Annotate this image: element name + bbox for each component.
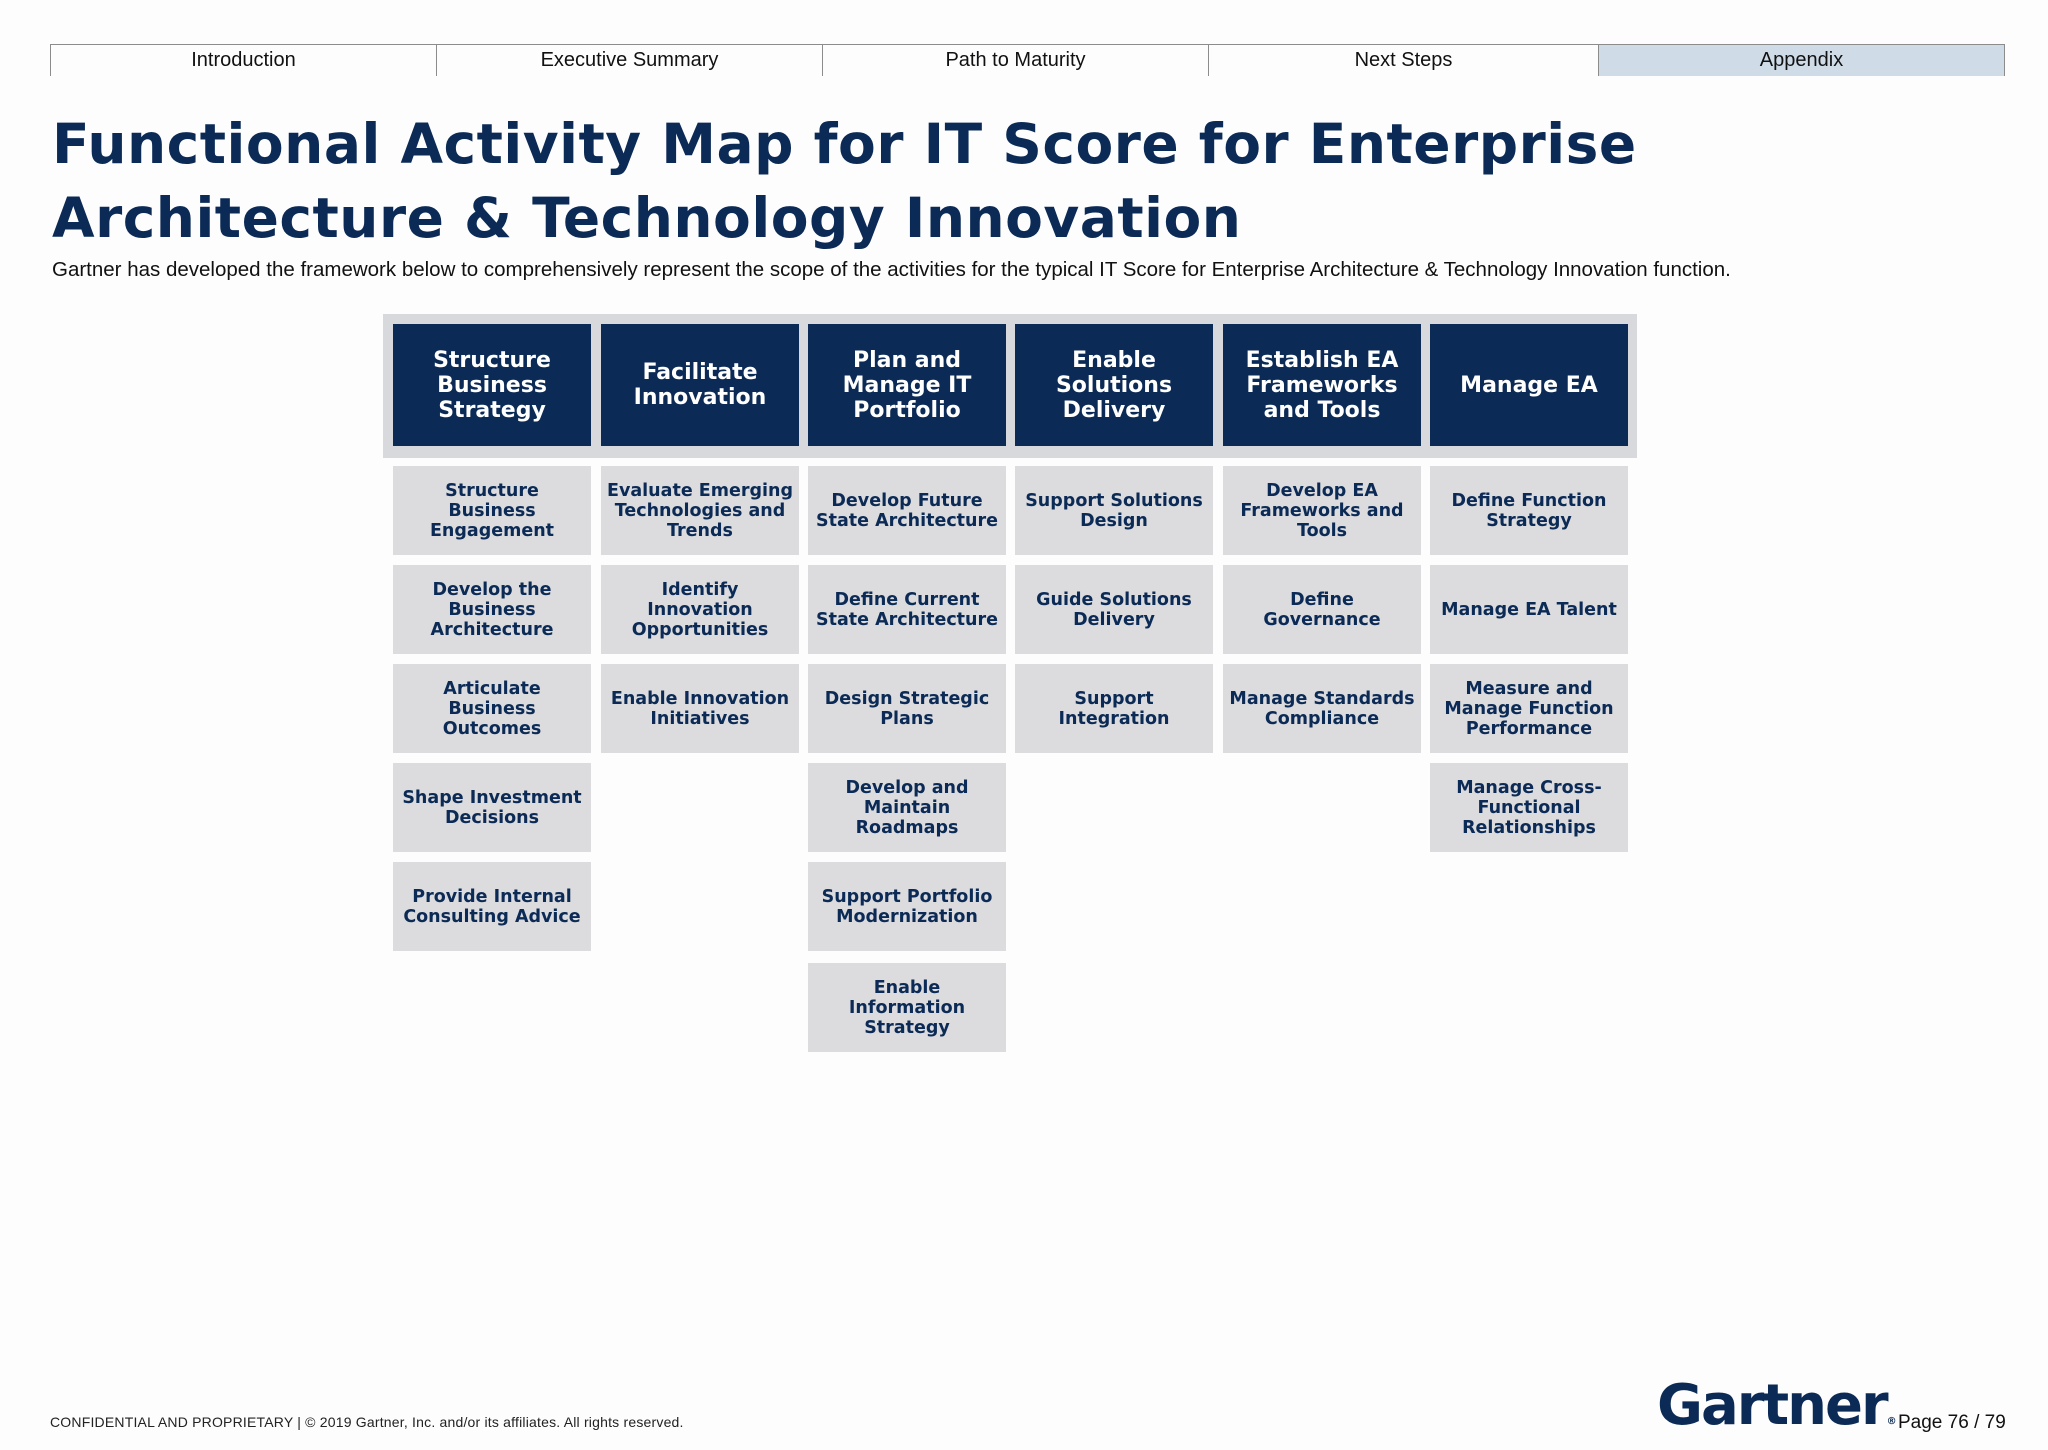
registered-mark-icon: ® (1886, 1416, 1897, 1427)
column-header-manage-ea: Manage EA (1430, 324, 1628, 446)
activity-cell: Design Strategic Plans (808, 664, 1006, 753)
column-header-establish-ea-frameworks: Establish EA Frameworks and Tools (1223, 324, 1421, 446)
activity-cell: Manage EA Talent (1430, 565, 1628, 654)
activity-cell: Develop the Business Architecture (393, 565, 591, 654)
activity-cell: Measure and Manage Function Performance (1430, 664, 1628, 753)
gartner-logo (1657, 1373, 1897, 1450)
page-subtitle: Gartner has developed the framework below to comprehensively represent the scope of the activities for the typical IT Score for Enterprise Architecture & Technology Innovation function. (52, 258, 1731, 281)
activity-cell: Articulate Business Outcomes (393, 664, 591, 753)
logo-wordmark: Gartner (1657, 1373, 1887, 1438)
activity-cell: Support Solutions Design (1015, 466, 1213, 555)
activity-cell: Shape Investment Decisions (393, 763, 591, 852)
tab-executive-summary[interactable]: Executive Summary (436, 45, 822, 76)
activity-cell: Develop and Maintain Roadmaps (808, 763, 1006, 852)
activity-cell: Support Integration (1015, 664, 1213, 753)
activity-cell: Identify Innovation Opportunities (601, 565, 799, 654)
column-header-plan-manage-it-portfolio: Plan and Manage IT Portfolio (808, 324, 1006, 446)
activity-cell: Develop EA Frameworks and Tools (1223, 466, 1421, 555)
activity-cell: Enable Information Strategy (808, 963, 1006, 1052)
activity-cell: Evaluate Emerging Technologies and Trends (601, 466, 799, 555)
activity-cell: Define Function Strategy (1430, 466, 1628, 555)
page-number: Page 76 / 79 (1898, 1412, 2006, 1433)
confidentiality-notice: CONFIDENTIAL AND PROPRIETARY | © 2019 Gartner, Inc. and/or its affiliates. All rights reserved. (50, 1414, 684, 1430)
activity-cell: Structure Business Engagement (393, 466, 591, 555)
activity-cell: Define Governance (1223, 565, 1421, 654)
activity-cell: Manage Standards Compliance (1223, 664, 1421, 753)
column-header-structure-business-strategy: Structure Business Strategy (393, 324, 591, 446)
activity-cell: Develop Future State Architecture (808, 466, 1006, 555)
top-navigation (50, 44, 2005, 76)
activity-cell: Manage Cross-Functional Relationships (1430, 763, 1628, 852)
activity-cell: Provide Internal Consulting Advice (393, 862, 591, 951)
activity-cell: Define Current State Architecture (808, 565, 1006, 654)
column-header-facilitate-innovation: Facilitate Innovation (601, 324, 799, 446)
column-header-enable-solutions-delivery: Enable Solutions Delivery (1015, 324, 1213, 446)
activity-cell: Enable Innovation Initiatives (601, 664, 799, 753)
activity-cell: Guide Solutions Delivery (1015, 565, 1213, 654)
tab-introduction[interactable]: Introduction (50, 45, 436, 76)
tab-path-to-maturity[interactable]: Path to Maturity (822, 45, 1208, 76)
tab-appendix[interactable]: Appendix (1598, 45, 2005, 76)
page-title: Functional Activity Map for IT Score for Enterprise Architecture & Technology Innovation (52, 112, 1637, 250)
tab-next-steps[interactable]: Next Steps (1208, 45, 1598, 76)
activity-cell: Support Portfolio Modernization (808, 862, 1006, 951)
